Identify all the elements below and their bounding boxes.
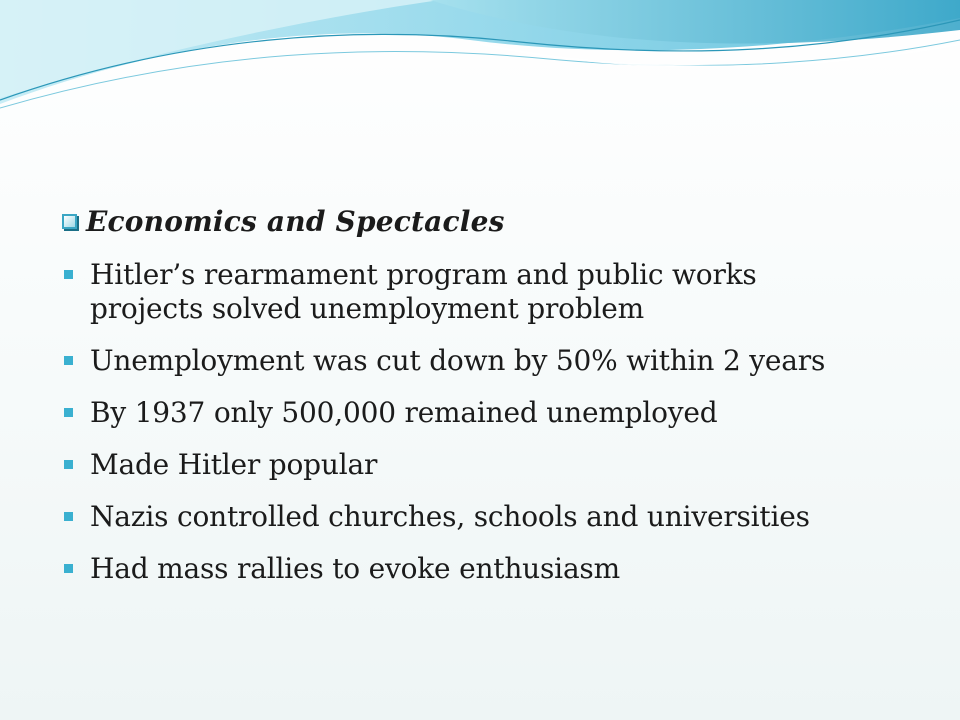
heading-row	[62, 205, 922, 239]
square-bullet-icon	[64, 356, 73, 365]
list-item	[62, 396, 922, 430]
square-bullet-icon	[64, 460, 73, 469]
list-item	[62, 344, 922, 378]
list-item	[62, 500, 922, 534]
square-bullet-icon	[64, 564, 73, 573]
square-bullet-icon	[64, 270, 73, 279]
list-item	[62, 448, 922, 482]
bullet-text: By 1937 only 500,000 remained unemployed	[90, 396, 718, 429]
bullet-text: Unemployment was cut down by 50% within 2 years	[90, 344, 826, 377]
square-bullet-icon	[64, 512, 73, 521]
bullet-list	[62, 258, 922, 586]
bullet-text: Had mass rallies to evoke enthusiasm	[90, 552, 620, 585]
bullet-text: Made Hitler popular	[90, 448, 378, 481]
list-item	[62, 258, 922, 326]
slide-heading: Economics and Spectacles	[86, 205, 505, 238]
bullet-text: Hitler’s rearmament program and public works projects solved unemployment problem	[90, 258, 757, 325]
square-bullet-icon	[64, 408, 73, 417]
list-item	[62, 552, 922, 586]
hollow-square-bullet-icon	[62, 214, 77, 229]
slide-content	[62, 205, 922, 604]
bullet-text: Nazis controlled churches, schools and universities	[90, 500, 810, 533]
wave-decoration	[0, 0, 960, 120]
